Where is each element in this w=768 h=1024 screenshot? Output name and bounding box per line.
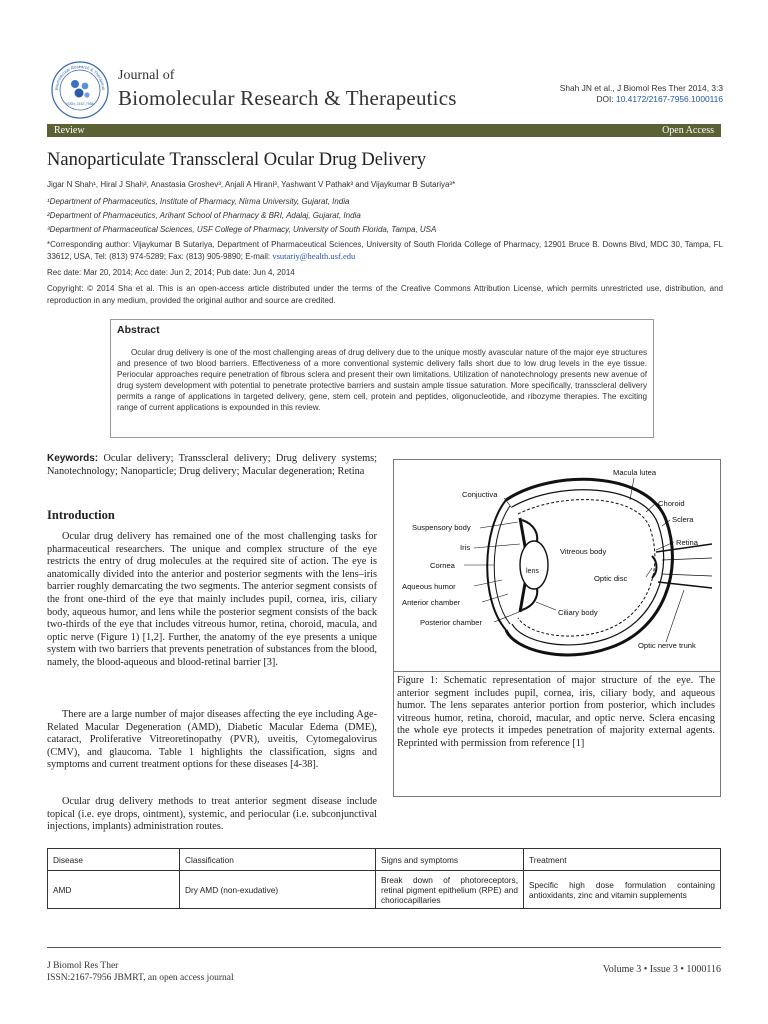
- table-cell: Specific high dose formulation containing antioxidants, zinc and vitamin supplements: [524, 871, 721, 909]
- copyright-notice: Copyright: © 2014 Sha et al. This is an open-access article distributed under the terms of the Creative Commons Attribution License, which permits unrestricted use, distribution, and reproduction in any medium, provided the original author and source are credited.: [47, 284, 723, 305]
- doi-link[interactable]: 10.4172/2167-7956.1000116: [616, 94, 723, 104]
- logo-issn: ISSN: 2167-7956: [66, 102, 94, 106]
- label-ciliary-body: Ciliary body: [558, 608, 598, 617]
- table-header-cell: Signs and symptoms: [376, 849, 524, 871]
- abstract-heading: Abstract: [117, 324, 160, 336]
- label-macula-lutea: Macula lutea: [613, 468, 657, 477]
- open-access-label: Open Access: [662, 125, 714, 136]
- table-cell: Dry AMD (non-exudative): [180, 871, 376, 909]
- optic-nerve: [656, 544, 712, 588]
- table-header-cell: Disease: [48, 849, 180, 871]
- intro-paragraph-3: Ocular drug delivery methods to treat anterior segment disease include topical (i.e. eye drops, ointment), systemic, and periocular (i.e. subconjunctival injections, implants) administration routes.: [47, 796, 377, 833]
- intro-paragraph-2: There are a large number of major diseases affecting the eye including Age-Related Macular Degeneration (AMD), Diabetic Macular Edema (DME), cataract, Proliferative Vitreoretinopathy (PVR), uveitis, Cytomegalovirus (CMV), and glaucoma. Table 1 highlights the classification, signs and symptoms and current treatment options for these diseases [4-38].: [47, 709, 377, 771]
- label-aqueous-humor: Aqueous humor: [402, 582, 456, 591]
- journal-name: Biomolecular Research & Therapeutics: [118, 86, 457, 110]
- citation-line: Shah JN et al., J Biomol Res Ther 2014, 3:3: [559, 83, 723, 93]
- corresponding-author: [47, 239, 723, 262]
- label-sclera: Sclera: [672, 515, 694, 524]
- lens-shape: [520, 541, 548, 589]
- figure-caption-label: Figure 1:: [397, 675, 438, 686]
- disease-table: [47, 848, 721, 909]
- table-header-row: [48, 849, 721, 871]
- label-cornea: Cornea: [430, 561, 455, 570]
- label-suspensory-body: Suspensory body: [412, 523, 471, 532]
- label-choroid: Choroid: [658, 499, 685, 508]
- logo-ring-text: Biomolecular Research & Therapeuti: [53, 63, 107, 91]
- affiliation-3: ³Department of Pharmaceutical Sciences, USF College of Pharmacy, University of South Florida, Tampa, USA: [47, 225, 437, 234]
- table-header-cell: Classification: [180, 849, 376, 871]
- label-lens: lens: [526, 568, 539, 575]
- article-type-label: Review: [54, 125, 85, 136]
- article-dates: Rec date: Mar 20, 2014; Acc date: Jun 2, 2014; Pub date: Jun 4, 2014: [47, 268, 295, 277]
- abstract-box: [110, 319, 654, 438]
- eye-diagram: [394, 460, 720, 671]
- journal-of-text: Journal of: [118, 68, 175, 83]
- article-type-bar: [47, 124, 721, 137]
- table-cell: Break down of photoreceptors, retinal pigment epithelium (RPE) and choriocapillaries: [376, 871, 524, 909]
- journal-logo: [50, 60, 110, 120]
- footer-journal-info: [47, 960, 234, 984]
- email-link[interactable]: vsutariy@health.usf.edu: [272, 250, 356, 261]
- label-optic-disc: Optic disc: [594, 574, 628, 583]
- abstract-text: Ocular drug delivery is one of the most challenging areas of drug delivery due to the unique mostly avascular nature of the major eye structures and presence of two blood barriers. Effectiveness of a more conventional systemic delivery falls short due to low drug levels in the eye tissue. Periocular approaches require penetration of fibrous sclera and present their own limitations. Utilization of nanotechnology presents new avenue of drug system development with potential to penetrate protective barriers and sustain ample tissue saturation. More specifically, transscleral delivery permits a range of applications in targeted delivery, gene, stem cell, protein and peptides, oligonucleotide, and ribozyme therapies. The exciting range of current applications is expounded in this review.: [117, 348, 647, 413]
- label-retina: Retina: [676, 538, 698, 547]
- label-conjuctiva: Conjuctiva: [462, 490, 498, 499]
- affiliation-2: ²Department of Pharmaceutics, Arihant School of Pharmacy & BRI, Adalaj, Gujarat, India: [47, 211, 361, 220]
- figure-caption-text: Schematic representation of major structure of the eye. The anterior segment includes pupil, cornea, iris, ciliary body, and aqueous humor. The lens separates anterior portion from posterior, which includes vitreous humor, retina, choroid, macular, and optic nerve. Sclera encasing the whole eye protects it impedes penetration of majority external agents. Reprinted with permission from reference [1]: [397, 675, 716, 749]
- author-list: Jigar N Shah¹, Hiral J Shah², Anastasia Groshev³, Anjali A Hirani³, Yashwant V Pathak³ and Vijaykumar B Sutariya³*: [47, 180, 456, 189]
- table-row: [48, 871, 721, 909]
- label-posterior-chamber: Posterior chamber: [420, 618, 483, 627]
- label-anterior-chamber: Anterior chamber: [402, 598, 461, 607]
- corresponding-text: *Corresponding author: Vijaykumar B Sutariya, Department of Pharmaceutical Sciences, University of South Florida College of Pharmacy, 12901 Bruce B. Downs Blvd, MDC 30, Tampa, FL 33612, USA, Tel: (813) 974-5289; Fax: (813) 905-9890; E-mail:: [47, 240, 723, 261]
- article-title: Nanoparticulate Transscleral Ocular Drug Delivery: [47, 150, 427, 170]
- table-header-cell: Treatment: [524, 849, 721, 871]
- optic-nerve-inner: [662, 558, 712, 576]
- footer-issn: ISSN:2167-7956 JBMRT, an open access journal: [47, 973, 234, 983]
- table-cell: AMD: [48, 871, 180, 909]
- footer-volume: Volume 3 • Issue 3 • 1000116: [602, 964, 721, 975]
- doi-label: DOI:: [596, 94, 614, 104]
- keywords-text: Ocular delivery; Transscleral delivery; Drug delivery systems; Nanotechnology; Nanoparticle; Drug delivery; Macular degeneration; Retina: [47, 453, 378, 477]
- introduction-heading: Introduction: [47, 508, 115, 522]
- footer-journal-abbrev: J Biomol Res Ther: [47, 961, 119, 971]
- optic-disc-shape: [652, 556, 657, 578]
- keywords-label: Keywords:: [47, 453, 99, 464]
- citation-block: [560, 83, 723, 105]
- label-optic-nerve-trunk: Optic nerve trunk: [638, 641, 696, 650]
- footer-divider: [47, 947, 721, 948]
- figure-caption: [397, 675, 715, 751]
- figure-1: [393, 459, 721, 672]
- label-iris: Iris: [460, 543, 471, 552]
- label-vitreous-body: Vitreous body: [560, 547, 607, 556]
- keywords: [47, 453, 377, 478]
- affiliation-1: ¹Department of Pharmaceutics, Institute of Pharmacy, Nirma University, Gujarat, India: [47, 197, 350, 206]
- intro-paragraph-1: Ocular drug delivery has remained one of the most challenging tasks for pharmaceutical researchers. The unique and complex structure of the eye restricts the entry of drug molecules at the required site of action. The eye is anatomically divided into the anterior and posterior segments with the lens–iris barrier roughly demarcating the two segments. The anterior segment consists of the front one-third of the eye that mainly includes pupil, cornea, iris, ciliary body, aqueous humor, and lens while the posterior segment consists of the back two-thirds of the eye that includes vitreous humor, retina, choroid, macula, and optic nerve (Figure 1) [1,2]. Further, the anatomy of the eye presents a unique system with two barriers that prevents penetration of substances from the blood, namely, the blood-aqueous and blood-retinal barrier [3].: [47, 531, 377, 668]
